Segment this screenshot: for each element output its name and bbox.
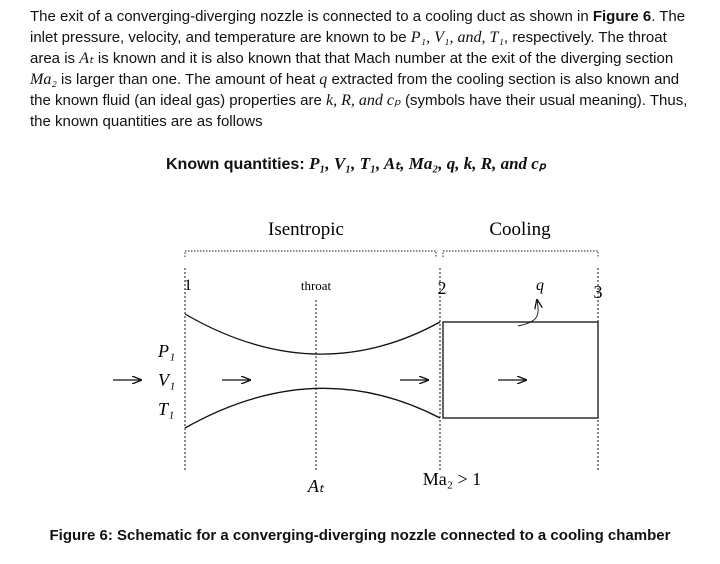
known-quantities-label: Known quantities: bbox=[166, 156, 305, 173]
isentropic-bracket bbox=[185, 251, 436, 257]
fluid-property-variables: k, R, and cₚ bbox=[326, 92, 401, 109]
mach-condition-label: Ma₂ > 1 bbox=[422, 469, 482, 489]
cooling-label: Cooling bbox=[489, 219, 551, 240]
nozzle-upper-wall bbox=[185, 314, 440, 354]
station-1-label: 1 bbox=[184, 277, 192, 294]
figure-caption: Figure 6: Schematic for a converging-diverging nozzle connected to a cooling chamber bbox=[49, 527, 671, 544]
mach-variable: Ma₂ bbox=[30, 71, 57, 88]
cooling-bracket bbox=[443, 251, 598, 257]
heat-variable: q bbox=[319, 71, 328, 88]
figure-reference: Figure 6 bbox=[592, 8, 652, 25]
inlet-velocity-label: V₁ bbox=[158, 370, 176, 390]
problem-paragraph: The exit of a converging-diverging nozzle is connected to a cooling duct as shown in Figure 6. The inlet pressure, velocity, and temperature are known to be P₁, V₁, and, T₁, respectively. The throat area is Aₜ is known and it is also known that that Mach number at the exit of the diverging section Ma₂ is larger than one. The amount of heat q extracted from the cooling section is also known and the known fluid (an ideal gas) properties are k, R, and cₚ (symbols have their usual meaning). Thus, the known quantities are as follows bbox=[30, 8, 688, 130]
station-3-label: 3 bbox=[593, 282, 603, 302]
heat-label: q bbox=[536, 277, 544, 294]
throat-area-label: Aₜ bbox=[307, 476, 325, 496]
station-2-label: 2 bbox=[437, 278, 447, 298]
throat-label: throat bbox=[300, 278, 332, 293]
isentropic-label: Isentropic bbox=[268, 219, 344, 240]
known-quantities-values: P₁, V₁, T₁, Aₜ, Ma₂, q, k, R, and cₚ bbox=[309, 154, 547, 173]
inlet-variables: P₁, V₁, and, T₁ bbox=[410, 29, 504, 46]
inlet-temperature-label: T₁ bbox=[158, 399, 175, 419]
nozzle-lower-wall bbox=[185, 388, 440, 428]
cooling-duct bbox=[443, 322, 598, 418]
throat-area-variable: Aₜ bbox=[79, 50, 94, 67]
inlet-pressure-label: P₁ bbox=[158, 341, 176, 361]
